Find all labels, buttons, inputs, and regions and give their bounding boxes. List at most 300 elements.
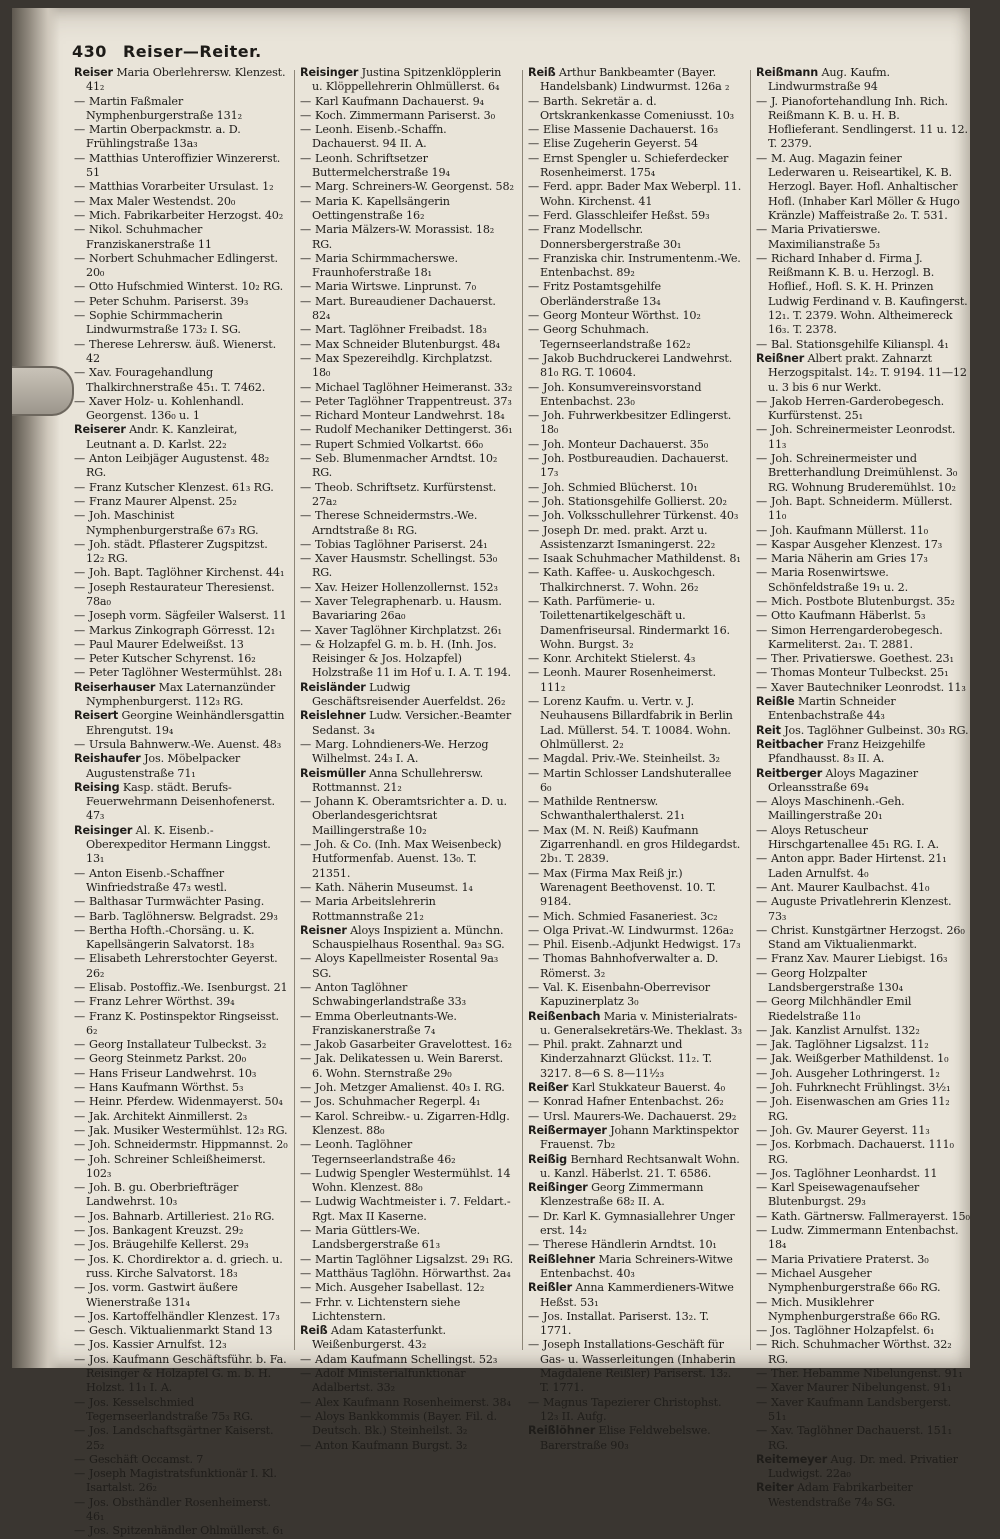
directory-entry xyxy=(528,509,742,523)
directory-entry xyxy=(300,981,514,1010)
directory-entry xyxy=(756,423,970,452)
entry-surname: Reisländer xyxy=(300,680,366,694)
directory-entry xyxy=(74,452,288,481)
directory-entry xyxy=(756,1081,970,1095)
continuation-dash: — xyxy=(528,452,540,466)
continuation-dash: — xyxy=(74,737,86,751)
entry-text: Joh. Schreinermeister und Bretterhandlung Dreimühlenst. 3₀ RG. Wohnung Bruderemühlst. 10₂ xyxy=(768,452,958,494)
continuation-dash: — xyxy=(300,509,312,523)
entry-text: Ursula Bahnwerw.-We. Auenst. 48₃ xyxy=(89,737,282,751)
entry-text: Al. K. Eisenb.-Oberexpeditor Hermann Linggst. 13₁ xyxy=(86,823,271,866)
continuation-dash: — xyxy=(528,823,540,837)
continuation-dash: — xyxy=(756,966,768,980)
directory-entry xyxy=(300,66,514,95)
continuation-dash: — xyxy=(528,1338,540,1352)
continuation-dash: — xyxy=(300,737,312,751)
continuation-dash: — xyxy=(74,1181,86,1195)
directory-entry xyxy=(528,981,742,1010)
directory-entry xyxy=(528,938,742,952)
continuation-dash: — xyxy=(300,1138,312,1152)
directory-entry xyxy=(74,1124,288,1138)
entry-text: Anna Kammerdieners-Witwe Heßst. 53₁ xyxy=(540,1281,734,1309)
entry-text: Joh. Fuhrknecht Frühlingst. 3½₁ xyxy=(771,1081,951,1095)
entry-text: Paul Maurer Edelweißst. 13 xyxy=(89,637,244,651)
entry-text: M. Aug. Magazin feiner Lederwaren u. Reiseartikel, K. B. Herzogl. Bayer. Hofl. Anhaltischer Hofl. (Inhaber Karl Möller & Hugo Kränzle) Maffeistraße 2₀. T. 531. xyxy=(768,151,960,222)
directory-entry xyxy=(300,509,514,538)
directory-entry xyxy=(300,881,514,895)
directory-entry xyxy=(756,524,970,538)
continuation-dash: — xyxy=(74,251,86,265)
directory-entry xyxy=(528,252,742,281)
entry-text: & Holzapfel G. m. b. H. (Inh. Jos. Reisinger & Jos. Holzapfel) Holzstraße 11 im Hof u. I. A. T. 194. xyxy=(312,637,511,680)
entry-text: Anton Kaufmann Burgst. 3₂ xyxy=(315,1438,468,1452)
continuation-dash: — xyxy=(756,1381,768,1395)
continuation-dash: — xyxy=(74,1052,86,1066)
entry-text: Sophie Schirmmacherin Lindwurmstraße 173₂ I. SG. xyxy=(86,309,241,337)
entry-text: Max (M. N. Reiß) Kaufmann Zigarrenhandl. en gros Hildegardst. 2b₁. T. 2839. xyxy=(540,823,741,866)
continuation-dash: — xyxy=(756,666,768,680)
page-clip xyxy=(12,366,74,416)
directory-entry xyxy=(74,309,288,338)
entry-text: Mart. Taglöhner Freibadst. 18₃ xyxy=(315,323,487,337)
entry-text: Joh. & Co. (Inh. Max Weisenbeck) Hutformenfab. Auenst. 13₀. T. 21351. xyxy=(312,838,502,880)
directory-entry xyxy=(300,481,514,510)
entry-text: Marg. Lohndieners-We. Herzog Wilhelmst. 24₃ I. A. xyxy=(312,737,489,766)
entry-text: Mich. Postbote Blutenburgst. 35₂ xyxy=(771,594,955,608)
continuation-dash: — xyxy=(300,251,312,265)
entry-text: Xaver Holz- u. Kohlenhandl. Georgenst. 136₀ u. 1 xyxy=(86,394,244,423)
entry-text: Xav. Taglöhner Dachauerst. 151₁ RG. xyxy=(768,1424,952,1452)
directory-entry xyxy=(74,1153,288,1182)
entry-text: Jak. Kanzlist Arnulfst. 132₂ xyxy=(771,1023,920,1037)
directory-entry xyxy=(74,195,288,209)
continuation-dash: — xyxy=(528,223,540,237)
directory-entry xyxy=(528,552,742,566)
continuation-dash: — xyxy=(74,1095,86,1109)
directory-entry xyxy=(74,223,288,252)
directory-entry xyxy=(74,624,288,638)
entry-text: Leonh. Maurer Rosenheimerst. 111₂ xyxy=(540,666,716,694)
entry-text: Joseph Installations-Geschäft für Gas- u. Wasserleitungen (Inhaberin Magdalene Reißler) Pariserst. 13₂. T. 1771. xyxy=(540,1338,736,1395)
continuation-dash: — xyxy=(300,1367,312,1381)
continuation-dash: — xyxy=(528,494,540,508)
directory-entry xyxy=(74,1324,288,1338)
directory-entry xyxy=(300,538,514,552)
entry-text: Geschäft Occamst. 7 xyxy=(89,1452,204,1466)
directory-entry xyxy=(300,1439,514,1453)
entry-text: Maria Güttlers-We. Landsbergerstraße 61₃ xyxy=(312,1224,440,1252)
entry-surname: Reißermayer xyxy=(528,1123,607,1137)
entry-text: Maria Oberlehrersw. Klenzest. 41₂ xyxy=(86,66,286,94)
directory-entry xyxy=(74,652,288,666)
continuation-dash: — xyxy=(756,566,768,580)
entry-text: Jak. Delikatessen u. Wein Barerst. 6. Wohn. Sternstraße 29₀ xyxy=(312,1052,504,1080)
entry-text: Thomas Bahnhofverwalter a. D. Römerst. 3₂ xyxy=(540,952,719,980)
continuation-dash: — xyxy=(300,838,312,852)
entry-text: Joh. städt. Pflasterer Zugspitzst. 12₂ RG. xyxy=(86,537,268,566)
continuation-dash: — xyxy=(74,1467,86,1481)
directory-entry xyxy=(74,1453,288,1467)
directory-entry xyxy=(756,1138,970,1167)
directory-entry xyxy=(300,1195,514,1224)
entry-text: Franz Maurer Alpenst. 25₂ xyxy=(89,494,237,508)
continuation-dash: — xyxy=(300,1352,312,1366)
entry-text: Max Schneider Blutenburgst. 48₄ xyxy=(315,337,500,351)
continuation-dash: — xyxy=(74,566,86,580)
entry-text: Georg Steinmetz Parkst. 20₀ xyxy=(89,1052,246,1066)
directory-entry xyxy=(528,1110,742,1124)
entry-surname: Reiserer xyxy=(74,423,126,437)
entry-text: Jak. Architekt Ainmillerst. 2₃ xyxy=(89,1109,248,1123)
continuation-dash: — xyxy=(528,1095,540,1109)
entry-text: Xaver Telegraphenarb. u. Hausm. Bavariaring 26a₀ xyxy=(312,594,502,623)
directory-entry xyxy=(528,381,742,410)
directory-entry xyxy=(74,1081,288,1095)
directory-entry xyxy=(300,1267,514,1281)
continuation-dash: — xyxy=(300,480,312,494)
directory-entry xyxy=(756,738,970,767)
directory-entry xyxy=(528,452,742,481)
continuation-dash: — xyxy=(528,1395,540,1409)
continuation-dash: — xyxy=(756,1052,768,1066)
entry-text: Hans Friseur Landwehrst. 10₃ xyxy=(89,1066,257,1080)
directory-entry xyxy=(74,981,288,995)
continuation-dash: — xyxy=(74,995,86,1009)
entry-surname: Reißlehner xyxy=(528,1252,596,1266)
directory-entry xyxy=(756,538,970,552)
continuation-dash: — xyxy=(756,523,768,537)
continuation-dash: — xyxy=(756,537,768,551)
continuation-dash: — xyxy=(300,952,312,966)
entry-text: Mart. Bureaudiener Dachauerst. 82₄ xyxy=(312,294,496,323)
continuation-dash: — xyxy=(300,323,312,337)
columns-container xyxy=(74,66,974,1538)
continuation-dash: — xyxy=(300,1052,312,1066)
directory-entry xyxy=(756,624,970,653)
entry-text: Aug. Dr. med. Privatier Ludwigst. 22a₀ xyxy=(768,1452,958,1481)
directory-entry xyxy=(528,123,742,137)
directory-entry xyxy=(756,1024,970,1038)
directory-entry xyxy=(300,195,514,224)
continuation-dash: — xyxy=(300,623,312,637)
entry-text: Joh. Gv. Maurer Geyerst. 11₃ xyxy=(771,1123,930,1137)
directory-entry xyxy=(74,1010,288,1039)
entry-text: Maria Privatierswe. Maximilianstraße 5₃ xyxy=(768,223,881,251)
directory-entry xyxy=(756,924,970,953)
entry-text: Jos. Obsthändler Rosenheimerst. 46₁ xyxy=(86,1495,271,1523)
entry-text: Simon Herrengarderobegesch. Karmeliterst. 2a₁. T. 2881. xyxy=(768,623,943,651)
directory-entry xyxy=(756,1167,970,1181)
entry-surname: Reißner xyxy=(756,351,805,365)
directory-entry xyxy=(300,1353,514,1367)
continuation-dash: — xyxy=(756,623,768,637)
directory-entry xyxy=(74,395,288,424)
continuation-dash: — xyxy=(528,123,540,137)
directory-entry xyxy=(74,752,288,781)
entry-text: Leonh. Eisenb.-Schaffn. Dachauerst. 94 II. A. xyxy=(312,123,447,151)
entry-surname: Reit xyxy=(756,723,781,737)
continuation-dash: — xyxy=(528,938,540,952)
entry-text: Max (Firma Max Reiß jr.) Warenagent Beethovenst. 10. T. 9184. xyxy=(540,866,716,909)
column-divider xyxy=(750,70,751,1350)
entry-text: Kath. Näherin Museumst. 1₄ xyxy=(315,880,473,894)
entry-surname: Reißig xyxy=(528,1152,568,1166)
directory-entry xyxy=(74,1052,288,1066)
directory-entry xyxy=(756,1424,970,1453)
entry-text: Tobias Taglöhner Pariserst. 24₁ xyxy=(315,537,488,551)
directory-entry xyxy=(756,1253,970,1267)
directory-entry xyxy=(74,123,288,152)
continuation-dash: — xyxy=(528,251,540,265)
directory-entry xyxy=(756,1210,970,1224)
entry-text: Michael Taglöhner Heimeranst. 33₂ xyxy=(315,380,513,394)
continuation-dash: — xyxy=(756,952,768,966)
entry-text: Norbert Schuhmacher Edlingerst. 20₀ xyxy=(86,251,278,280)
directory-entry xyxy=(300,1224,514,1253)
directory-entry xyxy=(528,566,742,595)
continuation-dash: — xyxy=(756,795,768,809)
directory-entry xyxy=(74,509,288,538)
directory-entry xyxy=(756,1124,970,1138)
column-divider xyxy=(522,70,523,1350)
entry-text: Ther. Hebamme Nibelungenst. 91₁ xyxy=(771,1367,963,1381)
directory-entry xyxy=(300,152,514,181)
directory-entry xyxy=(756,995,970,1024)
entry-text: Aloys Bankkommis (Bayer. Fil. d. Deutsch. Bk.) Steinheilst. 3₂ xyxy=(312,1409,497,1438)
entry-surname: Reiter xyxy=(756,1481,794,1495)
directory-entry xyxy=(300,738,514,767)
directory-entry xyxy=(74,952,288,981)
entry-text: Rudolf Mechaniker Dettingerst. 36₁ xyxy=(315,423,513,437)
continuation-dash: — xyxy=(528,666,540,680)
entry-text: Joh. Bapt. Schneiderm. Müllerst. 11₀ xyxy=(768,494,953,523)
directory-entry xyxy=(300,838,514,881)
directory-entry xyxy=(528,152,742,181)
entry-text: Richard Monteur Landwehrst. 18₄ xyxy=(315,409,505,423)
entry-text: Anton Taglöhner Schwabingerlandstraße 33₃ xyxy=(312,981,466,1009)
directory-entry xyxy=(74,1496,288,1525)
continuation-dash: — xyxy=(300,1252,312,1266)
directory-entry xyxy=(300,1095,514,1109)
entry-text: Therese Schneidermstrs.-We. Arndtstraße 8₁ RG. xyxy=(312,509,478,537)
continuation-dash: — xyxy=(300,1281,312,1295)
directory-entry xyxy=(756,1396,970,1425)
entry-text: Adolf Ministerialfunktionär Adalbertst. 33₂ xyxy=(312,1367,466,1395)
continuation-dash: — xyxy=(74,1152,86,1166)
entry-text: Max Maler Westendst. 20₀ xyxy=(89,194,236,208)
continuation-dash: — xyxy=(528,151,540,165)
directory-entry xyxy=(528,924,742,938)
directory-entry xyxy=(528,1081,742,1095)
directory-entry xyxy=(528,409,742,438)
continuation-dash: — xyxy=(528,509,540,523)
entry-text: Anton appr. Bader Hirtenst. 21₁ Laden Arnulfst. 4₀ xyxy=(768,852,947,880)
entry-text: Jos. Korbmach. Dachauerst. 111₀ RG. xyxy=(768,1138,954,1166)
directory-entry xyxy=(74,423,288,452)
directory-entry xyxy=(74,366,288,395)
entry-text: Joh. Volksschullehrer Türkenst. 40₃ xyxy=(543,509,739,523)
continuation-dash: — xyxy=(74,866,86,880)
directory-entry xyxy=(74,252,288,281)
continuation-dash: — xyxy=(756,223,768,237)
directory-entry xyxy=(74,1467,288,1496)
entry-text: Markus Zinkograph Görresst. 12₁ xyxy=(89,623,276,637)
continuation-dash: — xyxy=(756,594,768,608)
directory-entry xyxy=(756,95,970,152)
continuation-dash: — xyxy=(74,537,86,551)
directory-entry xyxy=(74,338,288,367)
continuation-dash: — xyxy=(74,452,86,466)
directory-entry xyxy=(756,66,970,95)
entry-text: Kath. Parfümerie- u. Toilettenartikelgeschäft u. Damenfriseursal. Rindermarkt 16. Wohn. Burgst. 3₂ xyxy=(540,594,730,651)
entry-text: Maria Privatiere Praterst. 3₀ xyxy=(771,1252,929,1266)
continuation-dash: — xyxy=(528,523,540,537)
entry-surname: Reismüller xyxy=(300,766,366,780)
entry-text: Jak. Weißgerber Mathildenst. 1₀ xyxy=(771,1052,949,1066)
continuation-dash: — xyxy=(756,94,768,108)
entry-surname: Reiserhauser xyxy=(74,680,156,694)
entry-text: Joh. Ausgeher Lothringerst. 1₂ xyxy=(771,1066,940,1080)
entry-text: Barb. Taglöhnersw. Belgradst. 29₃ xyxy=(89,909,278,923)
directory-entry xyxy=(756,223,970,252)
entry-text: Seb. Blumenmacher Arndtst. 10₂ RG. xyxy=(312,452,498,480)
directory-entry xyxy=(528,1210,742,1239)
entry-surname: Reislehner xyxy=(300,709,366,723)
directory-entry xyxy=(756,338,970,352)
directory-entry xyxy=(300,252,514,281)
entry-text: Elise Zugeherin Geyerst. 54 xyxy=(543,137,698,151)
entry-text: Arthur Bankbeamter (Bayer. Handelsbank) Lindwurmst. 126a ₂ xyxy=(540,66,730,94)
directory-entry xyxy=(300,767,514,796)
directory-entry xyxy=(74,666,288,680)
directory-entry xyxy=(74,638,288,652)
directory-entry xyxy=(300,681,514,710)
continuation-dash: — xyxy=(528,952,540,966)
continuation-dash: — xyxy=(300,1095,312,1109)
continuation-dash: — xyxy=(528,137,540,151)
entry-text: Aloys Magaziner Orleansstraße 69₄ xyxy=(768,766,918,794)
continuation-dash: — xyxy=(528,409,540,423)
directory-entry xyxy=(756,1367,970,1381)
entry-text: Bertha Hofth.-Chorsäng. u. K. Kapellsängerin Salvatorst. 18₃ xyxy=(86,923,255,952)
entry-text: Peter Schuhm. Pariserst. 39₃ xyxy=(89,294,249,308)
directory-entry xyxy=(300,438,514,452)
entry-text: Franz Xav. Maurer Liebigst. 16₃ xyxy=(771,952,948,966)
entry-text: Theob. Schriftsetz. Kurfürstenst. 27a₂ xyxy=(312,480,497,508)
entry-text: Georg Schuhmach. Tegernseerlandstraße 162₂ xyxy=(540,323,691,351)
continuation-dash: — xyxy=(756,1266,768,1280)
entry-text: Aug. Kaufm. Lindwurmstraße 94 xyxy=(768,66,890,94)
entry-text: Jakob Gasarbeiter Gravelottest. 16₂ xyxy=(315,1038,512,1052)
entry-text: Jos. K. Chordirektor a. d. griech. u. russ. Kirche Salvatorst. 18₃ xyxy=(86,1252,283,1280)
entry-text: Ursl. Maurers-We. Dachauerst. 29₂ xyxy=(543,1109,737,1123)
continuation-dash: — xyxy=(74,151,86,165)
entry-text: Matthias Unteroffizier Winzererst. 51 xyxy=(86,151,281,180)
continuation-dash: — xyxy=(528,695,540,709)
continuation-dash: — xyxy=(300,452,312,466)
continuation-dash: — xyxy=(74,1224,86,1238)
continuation-dash: — xyxy=(756,1095,768,1109)
entry-text: Emma Oberleutnants-We. Franziskanerstraße 7₄ xyxy=(312,1009,457,1037)
entry-text: Otto Kaufmann Häberlst. 5₃ xyxy=(771,609,926,623)
entry-text: Jos. Möbelpacker Augustenstraße 71₁ xyxy=(86,752,241,780)
directory-entry xyxy=(74,709,288,738)
directory-entry xyxy=(300,1296,514,1325)
directory-entry xyxy=(528,910,742,924)
entry-text: Mich. Schmied Fasaneriest. 3c₂ xyxy=(543,909,718,923)
directory-entry xyxy=(300,1253,514,1267)
continuation-dash: — xyxy=(300,1166,312,1180)
entry-text: Jos. Schuhmacher Regerpl. 4₁ xyxy=(315,1095,481,1109)
entry-text: Martin Oberpackmstr. a. D. Frühlingstraße 13a₃ xyxy=(86,123,241,151)
directory-entry xyxy=(528,209,742,223)
directory-entry xyxy=(756,1095,970,1124)
entry-text: Leonh. Schriftsetzer Buttermelcherstraße 19₄ xyxy=(312,151,450,180)
entry-text: Mich. Ausgeher Isabellast. 12₂ xyxy=(315,1281,485,1295)
directory-entry xyxy=(756,495,970,524)
entry-text: Jos. Bahnarb. Artilleriest. 21₀ RG. xyxy=(89,1209,275,1223)
continuation-dash: — xyxy=(74,1123,86,1137)
continuation-dash: — xyxy=(74,208,86,222)
directory-entry xyxy=(74,209,288,223)
continuation-dash: — xyxy=(756,423,768,437)
continuation-dash: — xyxy=(528,652,540,666)
entry-text: Heinr. Pferdew. Widenmayerst. 50₄ xyxy=(89,1095,283,1109)
continuation-dash: — xyxy=(528,1209,540,1223)
directory-entry xyxy=(756,252,970,338)
directory-entry xyxy=(528,323,742,352)
directory-entry xyxy=(300,1324,514,1353)
continuation-dash: — xyxy=(300,1395,312,1409)
entry-text: Elisabeth Lehrerstochter Geyerst. 26₂ xyxy=(86,952,278,980)
continuation-dash: — xyxy=(300,1295,312,1309)
entry-text: Magnus Tapezierer Christophst. 12₃ II. Aufg. xyxy=(540,1395,722,1423)
entry-text: Jos. Kassier Arnulfst. 12₃ xyxy=(89,1338,227,1352)
entry-surname: Reitemeyer xyxy=(756,1452,828,1466)
entry-text: Frhr. v. Lichtenstern siehe Lichtenstern. xyxy=(312,1295,461,1323)
entry-text: Koch. Zimmermann Pariserst. 3₀ xyxy=(315,108,495,122)
entry-text: Franz Lehrer Wörthst. 39₄ xyxy=(89,995,235,1009)
entry-text: Xaver Kaufmann Landsbergerst. 51₁ xyxy=(768,1395,952,1423)
continuation-dash: — xyxy=(300,94,312,108)
entry-text: Jos. Taglöhner Gulbeinst. 30₃ RG. xyxy=(784,723,969,737)
entry-text: Aloys Retuscheur Hirschgartenallee 45₁ RG. I. A. xyxy=(768,823,939,852)
page-header xyxy=(72,42,262,61)
entry-text: Karl Speisewagenaufseher Blutenburgst. 29₃ xyxy=(768,1181,920,1209)
directory-entry xyxy=(756,609,970,623)
entry-text: Leonh. Taglöhner Tegernseerlandstraße 46₂ xyxy=(312,1138,456,1166)
continuation-dash: — xyxy=(74,94,86,108)
directory-entry xyxy=(300,223,514,252)
entry-text: Marg. Schreiners-W. Georgenst. 58₂ xyxy=(315,180,514,194)
continuation-dash: — xyxy=(756,1295,768,1309)
entry-text: Max Laternanzünder Nymphenburgerst. 112₃ RG. xyxy=(86,680,276,709)
entry-text: Rupert Schmied Volkartst. 66₀ xyxy=(315,437,483,451)
directory-entry xyxy=(756,652,970,666)
continuation-dash: — xyxy=(74,294,86,308)
continuation-dash: — xyxy=(74,1066,86,1080)
directory-entry xyxy=(756,1267,970,1296)
continuation-dash: — xyxy=(756,337,768,351)
directory-entry xyxy=(300,1281,514,1295)
continuation-dash: — xyxy=(74,909,86,923)
directory-entry xyxy=(300,123,514,152)
entry-text: Joh. Schreiner Schleißheimerst. 102₃ xyxy=(86,1152,266,1180)
continuation-dash: — xyxy=(74,1452,86,1466)
entry-surname: Reißlöhner xyxy=(528,1424,596,1438)
continuation-dash: — xyxy=(300,108,312,122)
directory-entry xyxy=(528,695,742,752)
